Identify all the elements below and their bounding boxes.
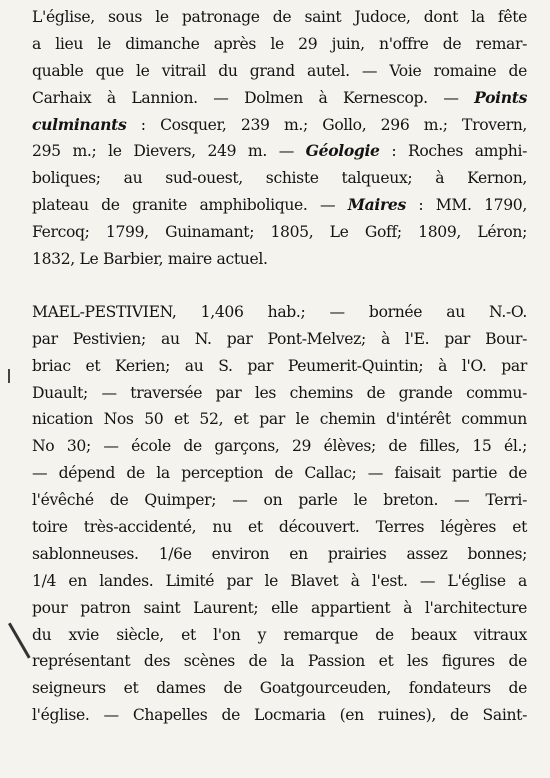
text-line: 1/4 en landes. Limité par le Blavet à l'est. — L'église a (32, 571, 527, 590)
text-line: du xvie siècle, et l'on y remarque de beaux vitraux (32, 625, 527, 644)
text-line: 1832, Le Barbier, maire actuel. (32, 250, 268, 269)
text-line: l'église. — Chapelles de Locmaria (en ruines), de Saint- (32, 706, 527, 725)
text-line: sablonneuses. 1/6e environ en prairies assez bonnes; (32, 544, 527, 563)
text-line: nication Nos 50 et 52, et par le chemin d'intérêt commun (32, 410, 527, 429)
paragraph-gap (32, 273, 527, 299)
text-segment: : Roches amphi- (379, 142, 527, 161)
text-line: L'église, sous le patronage de saint Judoce, dont la fête (32, 8, 527, 26)
italic-heading: Maires (347, 195, 406, 215)
text-line: pour patron saint Laurent; elle appartient à l'architecture (32, 598, 527, 617)
italic-heading: Géologie (305, 141, 380, 161)
text-line: quable que le vitrail du grand autel. — Voie romaine de (32, 61, 527, 80)
text-line: Duault; — traversée par les chemins de grande commu- (32, 383, 527, 402)
text-line: Fercoq; 1799, Guinamant; 1805, Le Goff; 1809, Léron; (32, 223, 527, 242)
text-line: toire très-accidenté, nu et découvert. Terres légères et (32, 518, 527, 537)
text-line: l'évêché de Quimper; — on parle le breton. — Terri- (32, 491, 527, 510)
text-line: seigneurs et dames de Goatgourceuden, fondateurs de (32, 679, 527, 698)
text-line: briac et Kerien; au S. par Peumerit-Quintin; à l'O. par (32, 356, 527, 375)
text-line: a lieu le dimanche après le 29 juin, n'offre de remar- (32, 34, 527, 53)
text-segment: plateau de granite amphibolique. — (32, 196, 348, 215)
paragraph-2 (32, 299, 527, 729)
text-segment: 295 m.; le Dievers, 249 m. — (32, 142, 306, 161)
text-line (32, 85, 527, 112)
margin-slash-mark (8, 623, 31, 659)
text-line: boliques; au sud-ouest, schiste talqueux; à Kernon, (32, 169, 527, 188)
text-segment: Carhaix à Lannion. — Dolmen à Kernescop. — (32, 88, 475, 107)
margin-tick-mark (8, 369, 10, 383)
text-segment: : MM. 1790, (405, 196, 527, 215)
text-segment: : Cosquer, 239 m.; Gollo, 296 m.; Trovern, (126, 115, 527, 134)
text-line (32, 112, 527, 139)
text-line: représentant des scènes de la Passion et les figures de (32, 652, 527, 671)
text-line: MAEL-PESTIVIEN, 1,406 hab.; — bornée au N.-O. (32, 302, 527, 321)
text-line: — dépend de la perception de Callac; — faisait partie de (32, 464, 527, 483)
text-line: par Pestivien; au N. par Pont-Melvez; à l'E. par Bour- (32, 329, 527, 348)
italic-heading: culminants (32, 114, 127, 134)
paragraph-1 (32, 4, 527, 273)
text-line (32, 138, 527, 165)
text-line: No 30; — école de garçons, 29 élèves; de filles, 15 él.; (32, 437, 527, 456)
page-text (32, 4, 527, 729)
italic-heading: Points (474, 87, 527, 107)
text-line (32, 192, 527, 219)
